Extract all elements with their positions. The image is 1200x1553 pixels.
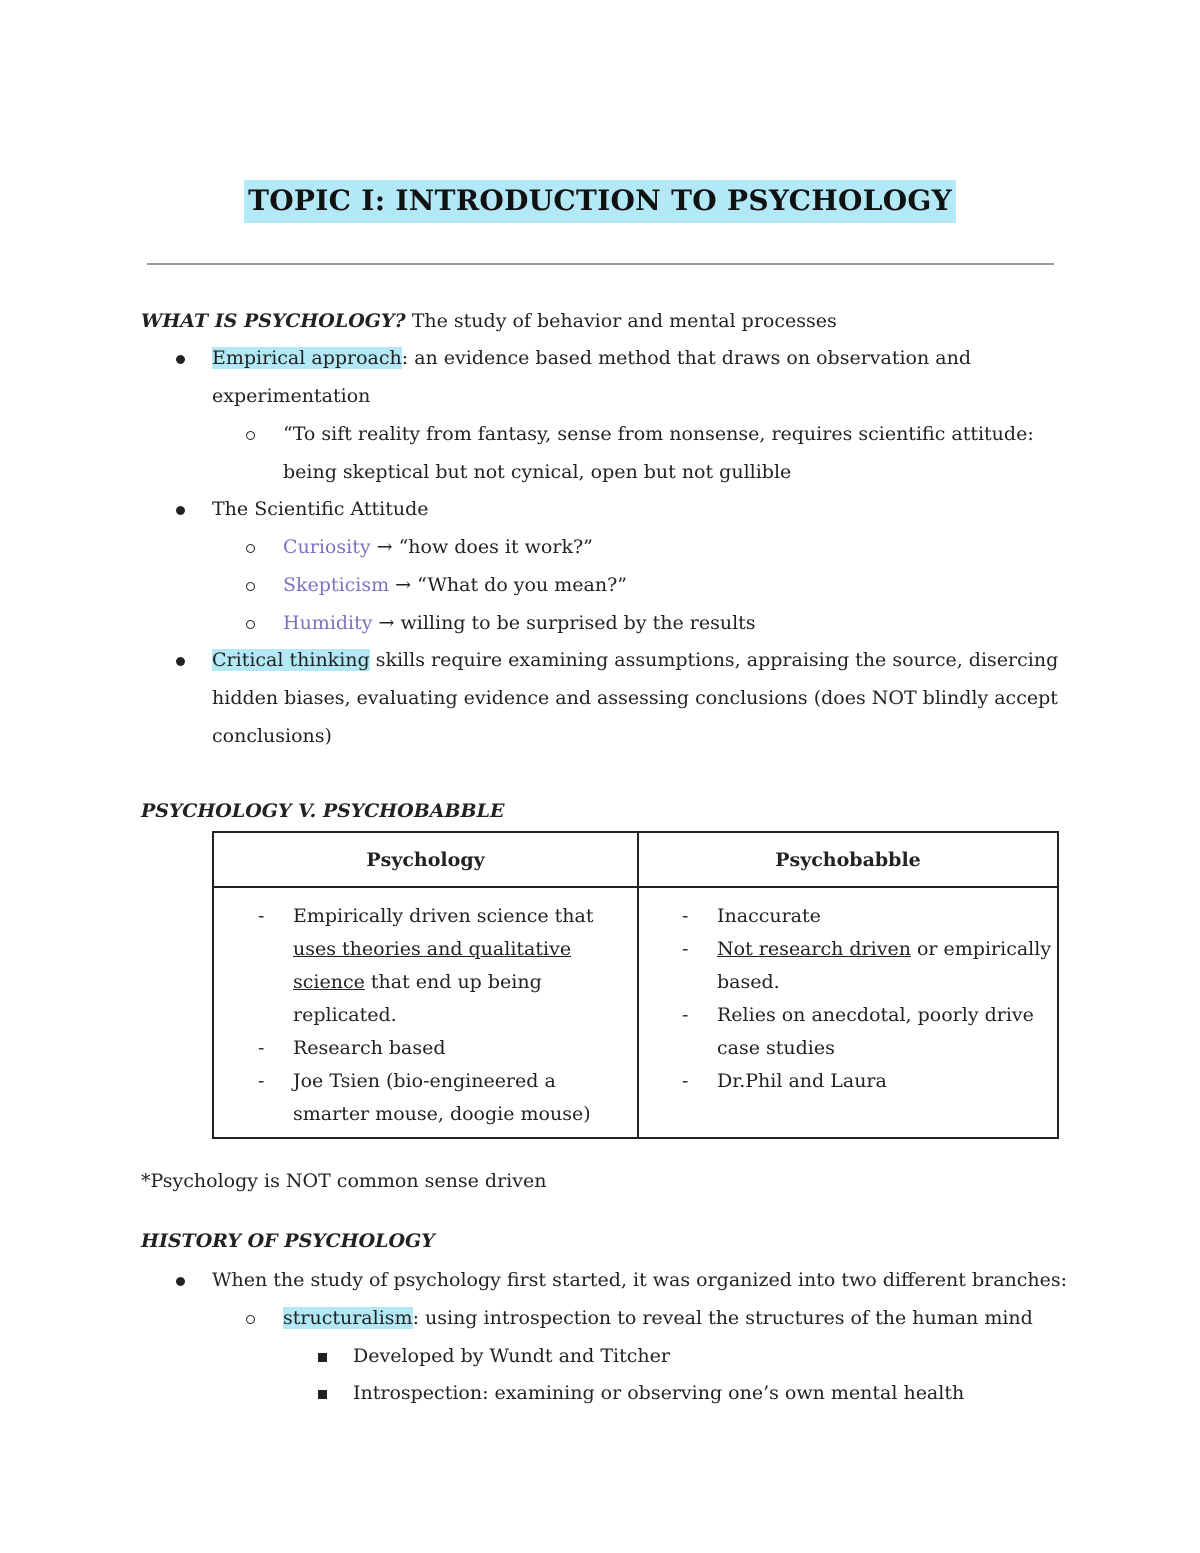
underlined-text: Not research driven [717, 938, 911, 960]
babble-item: Dr.Phil and Laura [717, 1070, 887, 1092]
bullet-circle-icon [246, 1315, 255, 1324]
page-title: TOPIC I: INTRODUCTION TO PSYCHOLOGY [244, 180, 956, 223]
empirical-line [212, 339, 971, 377]
bullet-circle-icon [246, 582, 255, 591]
horizontal-rule [147, 263, 1054, 265]
table-header-psychology: Psychology [366, 849, 485, 871]
attitude-item [283, 528, 593, 566]
attitude-item [283, 566, 627, 604]
psych-item: Research based [293, 1037, 446, 1059]
empirical-text: : an evidence based method that draws on observation and [401, 347, 971, 369]
psych-item [293, 966, 542, 999]
underlined-text: science [293, 971, 365, 993]
empirical-line2: experimentation [212, 385, 371, 407]
babble-item: Inaccurate [717, 905, 821, 927]
attitude-text: → “What do you mean?” [389, 574, 627, 596]
history-intro: When the study of psychology first started, it was organized into two different branches: [212, 1269, 1068, 1291]
table-header-psychobabble: Psychobabble [775, 849, 921, 871]
dash-bullet: - [258, 905, 265, 927]
bullet-square-icon [318, 1353, 327, 1362]
section-heading-history: HISTORY OF PSYCHOLOGY [141, 1230, 435, 1252]
babble-text: or empirically [910, 938, 1052, 960]
bullet-disc-icon [176, 355, 185, 364]
structuralism-line [283, 1299, 1033, 1337]
dash-bullet: - [682, 1070, 689, 1092]
babble-item [717, 933, 1051, 966]
psych-item: Joe Tsien (bio-engineered a [293, 1070, 556, 1092]
attitude-term: Skepticism [283, 574, 390, 596]
critical-line2: hidden biases, evaluating evidence and assessing conclusions (does NOT blindly accept [212, 687, 1058, 709]
psych-item: Empirically driven science that [293, 905, 594, 927]
attitude-term: Curiosity [283, 536, 371, 558]
bullet-circle-icon [246, 544, 255, 553]
table-divider [214, 886, 1057, 888]
psych-item: replicated. [293, 1004, 397, 1026]
quote-line1: “To sift reality from fantasy, sense from nonsense, requires scientific attitude: [283, 423, 1034, 445]
bullet-disc-icon [176, 506, 185, 515]
psych-text: that end up being [364, 971, 542, 993]
attitude-item [283, 604, 756, 642]
attitude-text: → “how does it work?” [370, 536, 593, 558]
section-heading-what-is: WHAT IS PSYCHOLOGY? [141, 310, 406, 332]
dash-bullet: - [258, 1037, 265, 1059]
structuralism-text: : using introspection to reveal the structures of the human mind [412, 1307, 1033, 1329]
babble-item: based. [717, 971, 780, 993]
definition-text: The study of behavior and mental processes [405, 310, 837, 332]
critical-text: skills require examining assumptions, appraising the source, disercing [369, 649, 1059, 671]
psych-item: smarter mouse, doogie mouse) [293, 1103, 591, 1125]
structuralism-term: structuralism [283, 1307, 413, 1329]
comparison-table [212, 831, 1059, 1139]
common-sense-note: *Psychology is NOT common sense driven [141, 1170, 547, 1192]
attitude-term: Humidity [283, 612, 373, 634]
underlined-text: uses theories and qualitative [293, 938, 572, 960]
what-is-line [141, 302, 837, 340]
empirical-term: Empirical approach [212, 347, 402, 369]
critical-line3: conclusions) [212, 725, 332, 747]
title-container [0, 180, 1200, 223]
babble-item: Relies on anecdotal, poorly drive [717, 1004, 1034, 1026]
psych-item [293, 933, 571, 966]
dash-bullet: - [682, 938, 689, 960]
dash-bullet: - [258, 1070, 265, 1092]
bullet-square-icon [318, 1390, 327, 1399]
quote-line2: being skeptical but not cynical, open but not gullible [283, 461, 792, 483]
dash-bullet: - [682, 1004, 689, 1026]
attitude-text: → willing to be surprised by the results [372, 612, 756, 634]
attitude-label: The Scientific Attitude [212, 498, 429, 520]
critical-term: Critical thinking [212, 649, 370, 671]
bullet-disc-icon [176, 1277, 185, 1286]
structuralism-sub: Introspection: examining or observing one’s own mental health [353, 1382, 965, 1404]
bullet-circle-icon [246, 431, 255, 440]
dash-bullet: - [682, 905, 689, 927]
bullet-circle-icon [246, 620, 255, 629]
section-heading-versus: PSYCHOLOGY V. PSYCHOBABBLE [141, 800, 505, 822]
babble-item: case studies [717, 1037, 835, 1059]
structuralism-sub: Developed by Wundt and Titcher [353, 1345, 670, 1367]
bullet-disc-icon [176, 657, 185, 666]
critical-line1 [212, 641, 1058, 679]
